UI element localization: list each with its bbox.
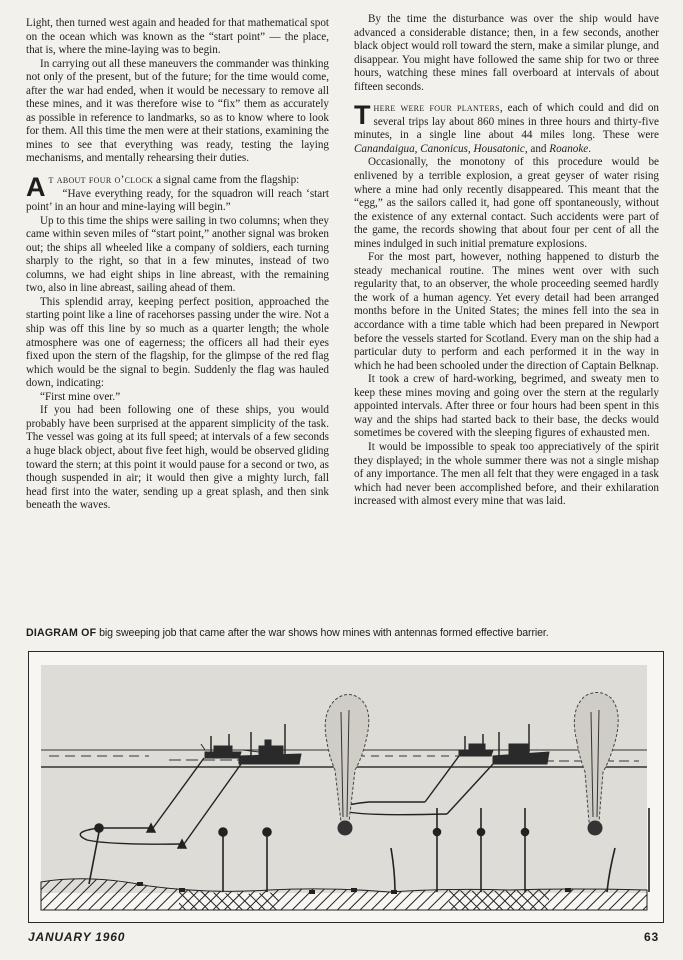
issue-date: JANUARY 1960: [28, 930, 126, 944]
mine: [95, 824, 103, 832]
right-column: [354, 13, 659, 509]
paragraph-text: each of which could and did on several trips lay about 860 mines in three hours and thirty-five minutes, in a single line about 44 miles long. These were: [354, 102, 659, 142]
paragraph: “Have everything ready, for the squadron will reach ‘start point’ in an hour and mine-laying will begin.”: [26, 187, 329, 214]
paragraph: It took a crew of hard-working, begrimed, and sweaty men to keep these mines moving and going over the stern at the regularly appointed intervals. After three or four hours had been spent in this way and the ships had started back to their base, the decks would sometimes be covered with the sleeping figures of exhausted men.: [354, 373, 659, 440]
paragraph: Occasionally, the monotony of this procedure would be enlivened by a terrible explosion, a great geyser of water rising where a mine had only recently disappeared. This meant that the “egg,” as the sailors called it, had gone off spontaneously, without the existence of any external contact. Such accidents were part of the game, the records showing that about four per cent of all the mines indulged in such initial premature explosions.: [354, 156, 659, 250]
paragraph: For the most part, however, nothing happened to disturb the steady mechanical routine. The mines went over with such regularity that, to an observer, the whole proceeding seemed hardly the work of a human agency. Yet every detail had been arranged months before in the United States; the mines fell into the sea in accordance with a time table which had been prepared in Newport before the vessels started for Scotland. Every man on the ship had a particular duty to perform and each performed it in the way in which he had been schooled under the direction of Captain Belknap.: [354, 251, 659, 372]
mine: [522, 829, 529, 836]
ship-name: Roanoke: [549, 142, 589, 155]
section-paragraph: [354, 102, 659, 156]
caption-text: big sweeping job that came after the war shows how mines with antennas formed effective barrier.: [96, 627, 549, 639]
paragraph: In carrying out all these maneuvers the commander was thinking not only of the present, but of the future; for the time would come, after the war had ended, when it would be necessary to remove all these mines, and it was therefore wise to “fix” them as accurately as possible in reference to landmarks, so as to know where to look for them. All this time the men were at their stations, examining the mines to see that everything was ready, testing the laying mechanisms, and mentally rehearsing their duties.: [26, 57, 329, 165]
mine: [263, 828, 271, 836]
drop-cap: A: [26, 172, 46, 203]
mine: [478, 829, 485, 836]
section-lead: t about four o’clock: [48, 174, 154, 187]
paragraph: “First mine over.”: [40, 390, 121, 403]
caption-lead: DIAGRAM OF: [26, 627, 97, 639]
mine: [219, 828, 227, 836]
minesweeping-diagram: [28, 651, 664, 923]
paragraph: Light, then turned west again and headed for that mathematical spot on the ocean which was known as the “start point” — the place, that is, where the mine-laying was to begin.: [26, 17, 329, 57]
paragraph: If you had been following one of these ships, you would probably have been surprised at the apparent simplicity of the task. The vessel was going at its full speed; at intervals of a few seconds a huge black object, about five feet high, would be observed gliding toward the stern; at this point it would pause for a second or two, as though suspended in air; it would then give a mighty lurch, fall head first into the water, sending up a great splash, and then sink beneath the waves.: [26, 404, 329, 512]
page-number: 63: [644, 930, 659, 944]
diagram-illustration: [29, 652, 663, 922]
left-column: [26, 17, 329, 513]
section-lead: here were four planters,: [373, 102, 503, 115]
paragraph-text: .: [588, 142, 592, 155]
drop-cap: T: [354, 100, 371, 131]
ship-names: Canandaigua, Canonicus, Housatonic,: [354, 142, 528, 155]
paragraph: Up to this time the ships were sailing in two columns; when they came within seven miles of “start point,” another signal was broken out; the ships all wheeled like a company of soldiers, each turning sharply to the right, so that in a few minutes, instead of two columns, we had eight ships in line abreast, with the remaining two, also in line abreast, sailing ahead of them.: [26, 214, 330, 295]
paragraph-text: and: [527, 142, 550, 155]
paragraph: By the time the disturbance was over the ship would have advanced a considerable distance; then, in a few seconds, another black object would roll toward the stern, make a similar plunge, and disappear. You might have followed the same ship for two or three hours, watching these mines fall overboard at intervals of about fifteen seconds.: [354, 13, 659, 93]
paragraph-text: a signal came from the flagship:: [153, 174, 300, 187]
paragraph: This splendid array, keeping perfect position, approached the starting point like a line of racehorses passing under the wire. Not a ship was off this line by so much as a quarter length; the whole atmosphere was one of eagerness; the officers all had their eyes fixed upon the stern of the flagship, for the glimpse of the red flag which would be the signal to begin. Suddenly the flag was hauled down, indicating:: [26, 295, 329, 390]
figure-caption: [26, 627, 666, 639]
mine: [434, 829, 441, 836]
paragraph: It would be impossible to speak too appreciatively of the spirit they displayed; in the whole summer there was not a single mishap of any importance. The men all felt that they were engaged in a task which had never been accomplished before, and their exhilaration increased with almost every mine that was laid.: [354, 440, 659, 508]
